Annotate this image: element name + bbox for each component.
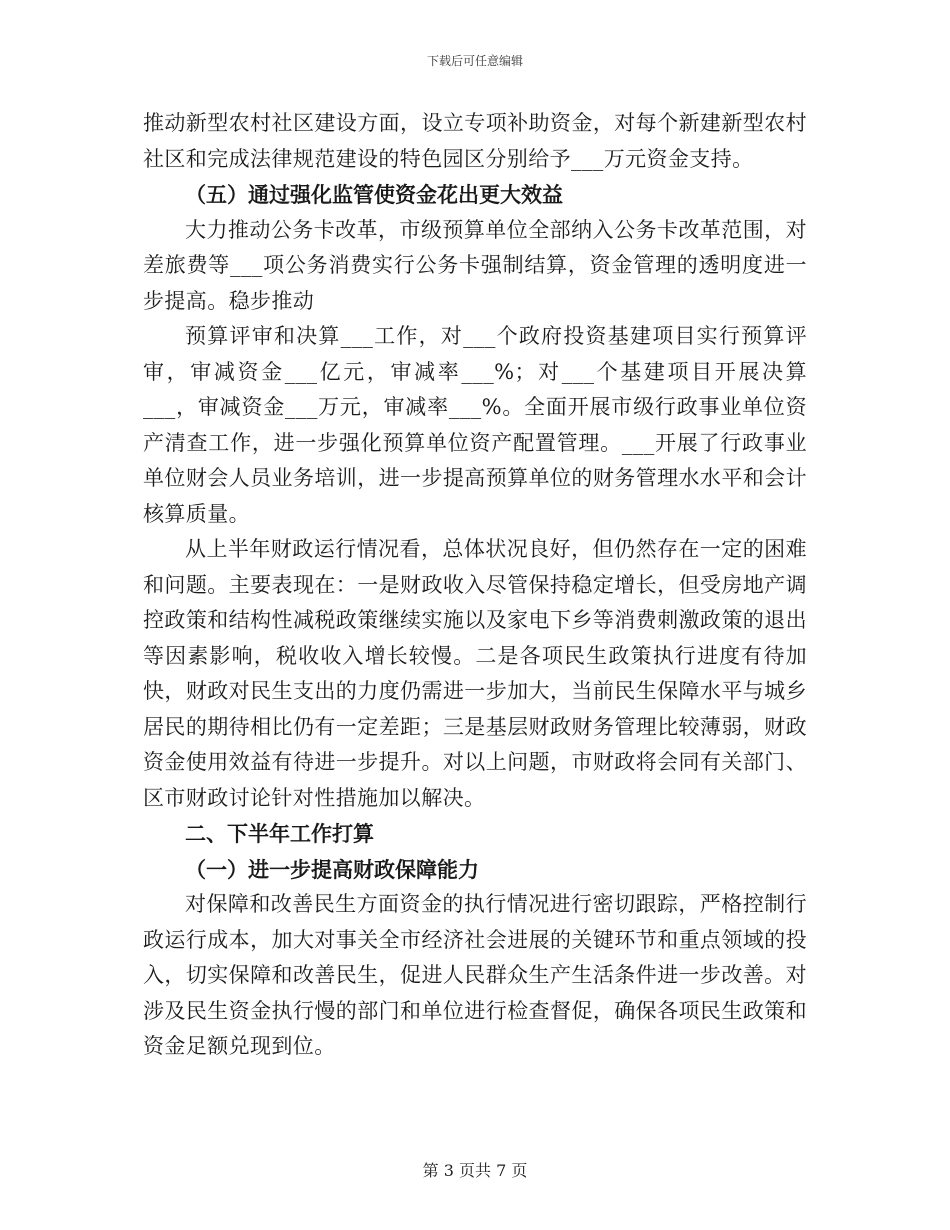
- section-heading-plan: 二、下半年工作打算: [185, 821, 374, 846]
- section-heading-one: （一）进一步提高财政保障能力: [185, 856, 479, 882]
- paragraph-problems: 从上半年财政运行情况看，总体状况良好，但仍然存在一定的困难和问题。主要表现在：一是财政收入尽管保持稳定增长，但受房地产调控政策和结构性减税政策继续实施以及家电下乡等消费刺激政策的退出等因素影响，税收收入增长较慢。二是各项民生政策执行进度有待加快，财政对民生支出的力度仍需进一步加大，当前民生保障水平与城乡居民的期待相比仍有一定差距；三是基层财政财务管理比较薄弱，财政资金使用效益有待进一步提升。对以上问题，市财政将会同有关部门、区市财政讨论针对性措施加以解决。: [143, 537, 807, 810]
- document-body: [143, 106, 807, 1065]
- section-heading-five: （五）通过强化监管使资金花出更大效益: [185, 182, 563, 207]
- paragraph-continued: 推动新型农村社区建设方面，设立专项补助资金，对每个新建新型农村社区和完成法律规范建设的特色园区分别给予___万元资金支持。: [143, 111, 807, 171]
- paragraph-budget-review: 预算评审和决算___工作，对___个政府投资基建项目实行预算评审，审减资金___亿元，审减率___%；对___个基建项目开展决算___，审减资金___万元，审减率___%。全面开展市级行政事业单位资产清查工作，进一步强化预算单位资产配置管理。___开展了行政事业单位财会人员业务培训，进一步提高预算单位的财务管理水水平和会计核算质量。: [143, 324, 807, 526]
- paragraph-livelihood: 对保障和改善民生方面资金的执行情况进行密切跟踪，严格控制行政运行成本，加大对事关全市经济社会进展的关键环节和重点领域的投入，切实保障和改善民生，促进人民群众生产生活条件进一步改善。对涉及民生资金执行慢的部门和单位进行检查督促，确保各项民生政策和资金足额兑现到位。: [143, 892, 807, 1058]
- paragraph-card-reform: 大力推动公务卡改革，市级预算单位全部纳入公务卡改革范围，对差旅费等___项公务消费实行公务卡强制结算，资金管理的透明度进一步提高。稳步推动: [143, 217, 807, 313]
- page-footer: 第 3 页共 7 页: [422, 1161, 528, 1180]
- page-header: 下载后可任意编辑: [426, 54, 523, 68]
